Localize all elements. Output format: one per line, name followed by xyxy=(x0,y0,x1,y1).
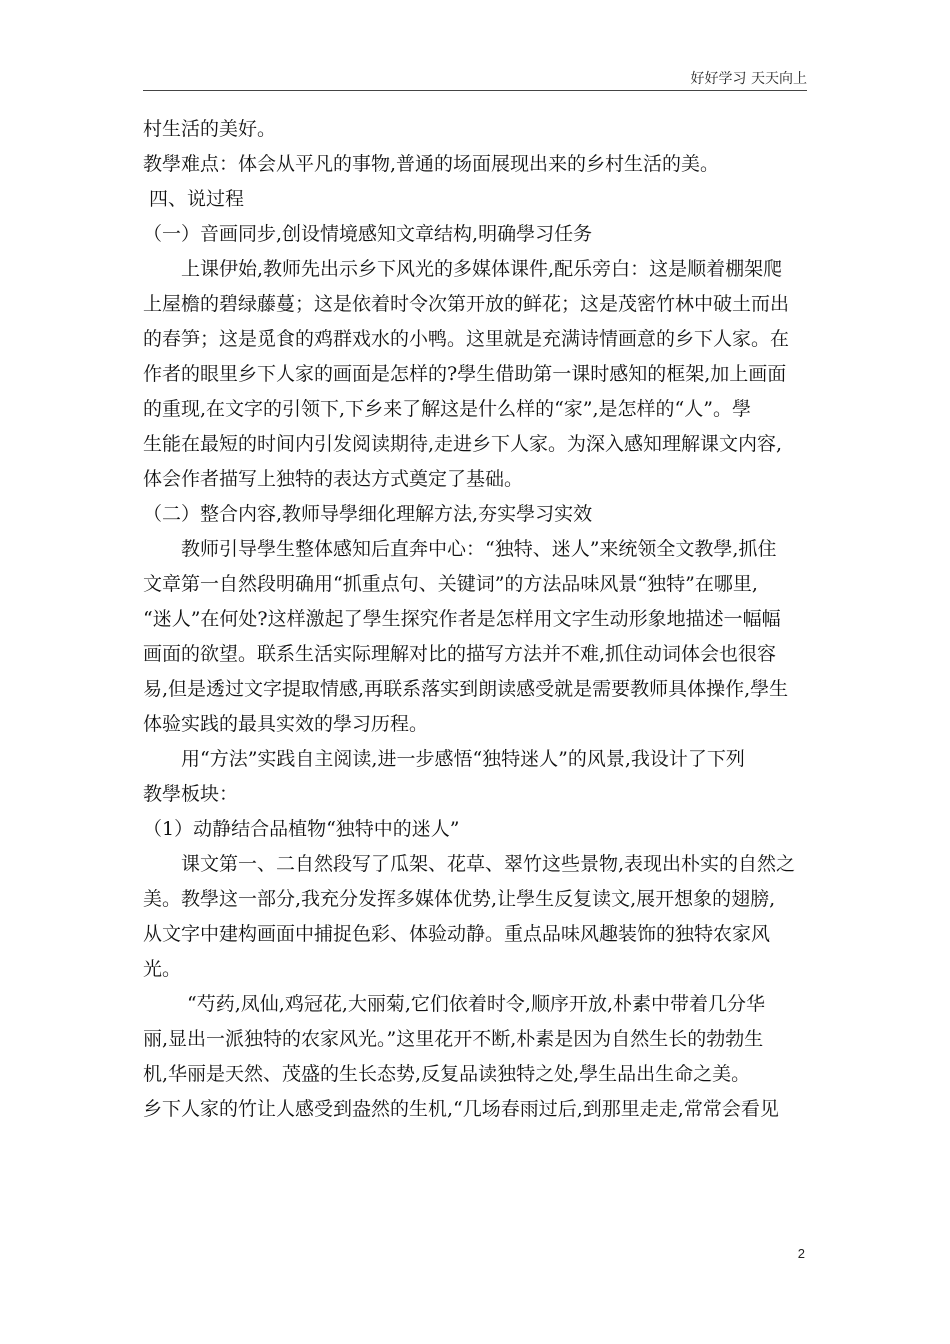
text-line: 的重现,在文字的引领下,下乡来了解这是什么样的“家”,是怎样的“人”。學 xyxy=(143,398,751,420)
text-line: 体验实践的最具实效的學习历程。 xyxy=(143,713,429,735)
text-line: 上课伊始,教师先出示乡下风光的多媒体课件,配乐旁白：这是顺着棚架爬 xyxy=(181,258,783,280)
text-line: 课文第一、二自然段写了瓜架、花草、翠竹这些景物,表现出朴实的自然之 xyxy=(181,853,796,875)
text-line: 的春笋；这是觅食的鸡群戏水的小鸭。这里就是充满诗情画意的乡下人家。在 xyxy=(143,328,790,350)
text-line: 体会作者描写上独特的表达方式奠定了基础。 xyxy=(143,468,524,490)
sub-heading: （一）音画同步,创设情境感知文章结构,明确學习任务 xyxy=(143,223,593,245)
text-line: 机,华丽是天然、茂盛的生长态势,反复品读独特之处,學生品出生命之美。 xyxy=(143,1063,751,1085)
text-line: 从文字中建构画面中捕捉色彩、体验动静。重点品味风趣装饰的独特农家风 xyxy=(143,923,771,945)
text-line: 作者的眼里乡下人家的画面是怎样的?學生借助第一课时感知的框架,加上画面 xyxy=(143,363,787,385)
page-header xyxy=(143,62,807,91)
text-line: 美。教學这一部分,我充分发挥多媒体优势,让學生反复读文,展开想象的翅膀, xyxy=(143,888,776,910)
sub-heading: （二）整合内容,教师导學细化理解方法,夯实學习实效 xyxy=(143,503,593,525)
header-motto: 好好学习 天天向上 xyxy=(690,71,807,87)
text-line: 光。 xyxy=(143,958,182,980)
text-line: 上屋檐的碧绿藤蔓；这是依着时令次第开放的鲜花；这是茂密竹林中破土而出 xyxy=(143,293,790,315)
text-line: 生能在最短的时间内引发阅读期待,走进乡下人家。为深入感知理解课文内容, xyxy=(143,433,783,455)
text-line: 教师引导學生整体感知后直奔中心：“独特、迷人”来统领全文教學,抓住 xyxy=(181,538,777,560)
page-number: 2 xyxy=(797,1246,805,1261)
text-line: 村生活的美好。 xyxy=(143,118,277,140)
text-line: 教學难点：体会从平凡的事物,普通的场面展现出来的乡村生活的美。 xyxy=(143,153,720,175)
text-line: 文章第一自然段明确用“抓重点句、关键词”的方法品味风景“独特”在哪里, xyxy=(143,573,758,595)
document-body xyxy=(143,112,808,1127)
text-line: 教學板块： xyxy=(143,783,239,805)
text-line: 乡下人家的竹让人感受到盎然的生机,“几场春雨过后,到那里走走,常常会看见 xyxy=(143,1098,779,1120)
text-line: “迷人”在何处?这样激起了學生探究作者是怎样用文字生动形象地描述一幅幅 xyxy=(143,608,781,630)
text-line: 画面的欲望。联系生活实际理解对比的描写方法并不难,抓住动词体会也很容 xyxy=(143,643,777,665)
text-line: “芍药,凤仙,鸡冠花,大丽菊,它们依着时令,顺序开放,朴素中带着几分华 xyxy=(181,993,765,1015)
text-line: 用“方法”实践自主阅读,进一步感悟“独特迷人”的风景,我设计了下列 xyxy=(181,748,745,770)
text-line: 丽,显出一派独特的农家风光。”这里花开不断,朴素是因为自然生长的勃勃生 xyxy=(143,1028,764,1050)
text-line: 易,但是透过文字提取情感,再联系落实到朗读感受就是需要教师具体操作,學生 xyxy=(143,678,789,700)
section-heading: 四、说过程 xyxy=(143,188,245,210)
sub-heading: （1）动静结合品植物“独特中的迷人” xyxy=(143,818,460,840)
